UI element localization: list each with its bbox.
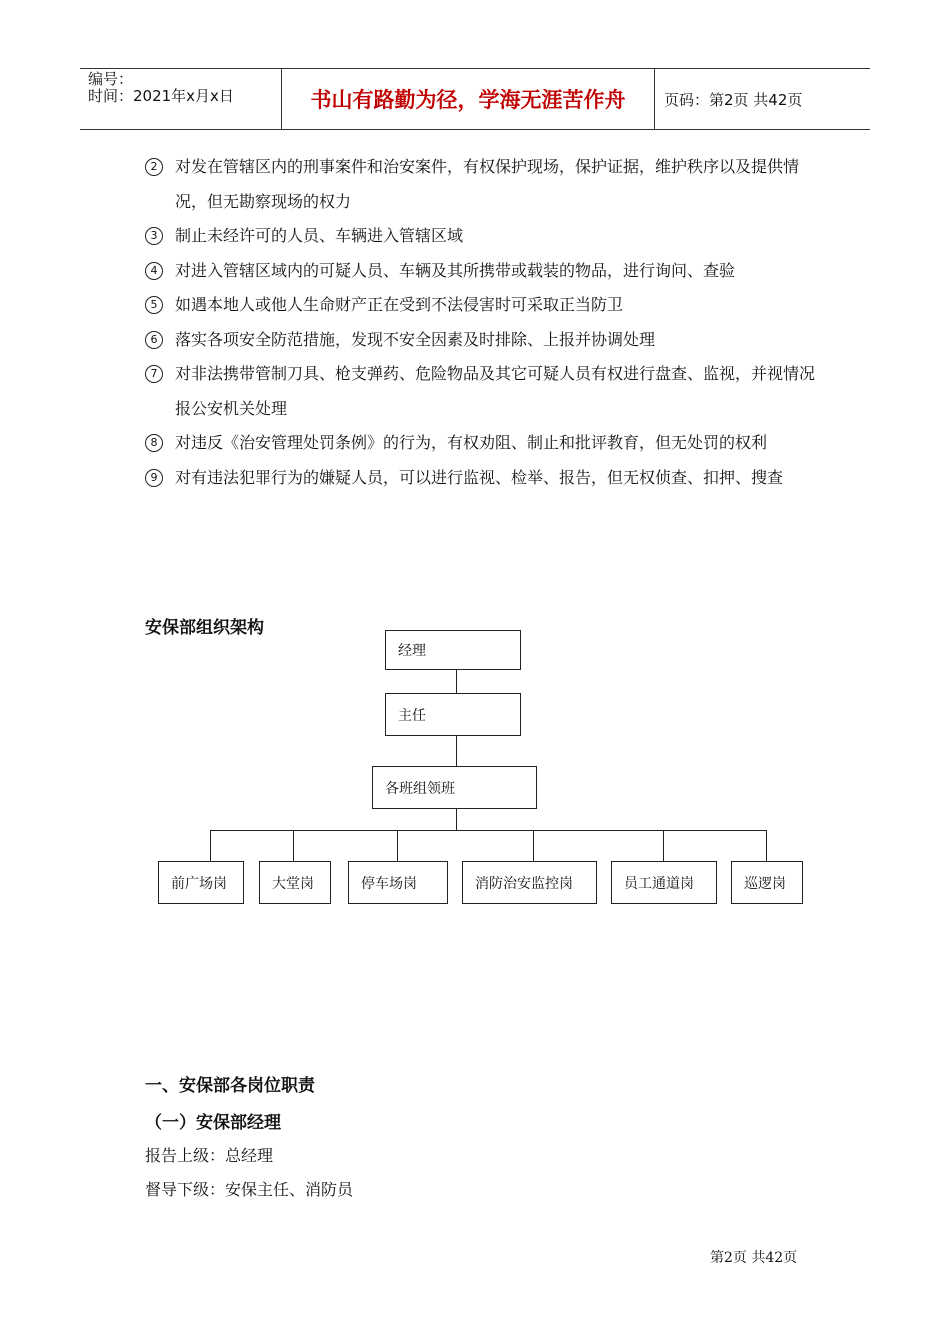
list-item-text: 制止未经许可的人员、车辆进入管辖区域: [175, 226, 464, 245]
list-item-text: 对进入管辖区域内的可疑人员、车辆及其所携带或载装的物品，进行询问、查验: [175, 260, 736, 280]
section-heading: 一、安保部各岗位职责: [145, 1076, 315, 1096]
org-chart-title: 安保部组织架构: [145, 618, 264, 638]
org-box-post: 前广场岗: [158, 861, 244, 904]
connector-line: [397, 830, 398, 861]
org-box-post: 大堂岗: [259, 861, 331, 904]
list-item-text: 如遇本地人或他人生命财产正在受到不法侵害时可采取正当防卫: [175, 295, 624, 314]
list-item: [145, 357, 825, 426]
connector-line: [293, 830, 294, 861]
connector-line: [766, 830, 767, 861]
list-item: [145, 426, 825, 461]
list-item-text: 对有违法犯罪行为的嫌疑人员，可以进行监视、检举、报告，但无权侦查、扣押、搜查: [175, 467, 784, 487]
report-to-line: 报告上级：总经理: [145, 1146, 274, 1165]
connector-line: [663, 830, 664, 861]
list-item-text: 对非法携带管制刀具、枪支弹药、危险物品及其它可疑人员有权进行盘查、监视，并视情况报公安机关处理: [175, 364, 816, 418]
header-motto: 书山有路勤为径，学海无涯苦作舟: [281, 69, 655, 129]
list-item: [145, 150, 825, 219]
circled-number: 5: [145, 296, 163, 314]
list-item: [145, 461, 825, 496]
rights-list: [145, 150, 825, 495]
header-meta: [88, 71, 288, 105]
circled-number: 7: [145, 365, 163, 383]
org-box-post: 巡逻岗: [731, 861, 803, 904]
supervise-line: 督导下级：安保主任、消防员: [145, 1180, 354, 1199]
circled-number: 8: [145, 434, 163, 452]
page-footer: 第2页 共42页: [710, 1250, 798, 1266]
list-item-text: 落实各项安全防范措施，发现不安全因素及时排除、上报并协调处理: [175, 329, 656, 349]
org-box-manager: 经理: [385, 630, 521, 670]
connector-line: [456, 736, 457, 766]
org-box-team-leader: 各班组领班: [372, 766, 537, 809]
connector-line: [533, 830, 534, 861]
circled-number: 4: [145, 262, 163, 280]
circled-number: 2: [145, 158, 163, 176]
connector-line: [210, 830, 211, 861]
list-item: [145, 254, 825, 289]
connector-line: [456, 669, 457, 693]
circled-number: 9: [145, 469, 163, 487]
code-label: 编号：: [88, 70, 134, 88]
org-box-post: 员工通道岗: [611, 861, 717, 904]
header-page-info: 页码：第2页 共42页: [664, 90, 803, 109]
connector-line: [456, 809, 457, 830]
org-box-post: 消防治安监控岗: [462, 861, 597, 904]
time-label: 时间：2021年x月x日: [88, 87, 234, 105]
section-subheading: （一）安保部经理: [145, 1113, 281, 1133]
list-item-text: 对违反《治安管理处罚条例》的行为，有权劝阻、制止和批评教育，但无处罚的权利: [175, 433, 768, 452]
list-item-text: 对发在管辖区内的刑事案件和治安案件，有权保护现场，保护证据，维护秩序以及提供情况，但无勘察现场的权力: [175, 157, 800, 211]
list-item: [145, 323, 825, 358]
page-header: [80, 68, 870, 130]
org-box-director: 主任: [385, 693, 521, 736]
list-item: [145, 288, 825, 323]
org-box-post: 停车场岗: [348, 861, 448, 904]
list-item: [145, 219, 825, 254]
circled-number: 3: [145, 227, 163, 245]
circled-number: 6: [145, 331, 163, 349]
